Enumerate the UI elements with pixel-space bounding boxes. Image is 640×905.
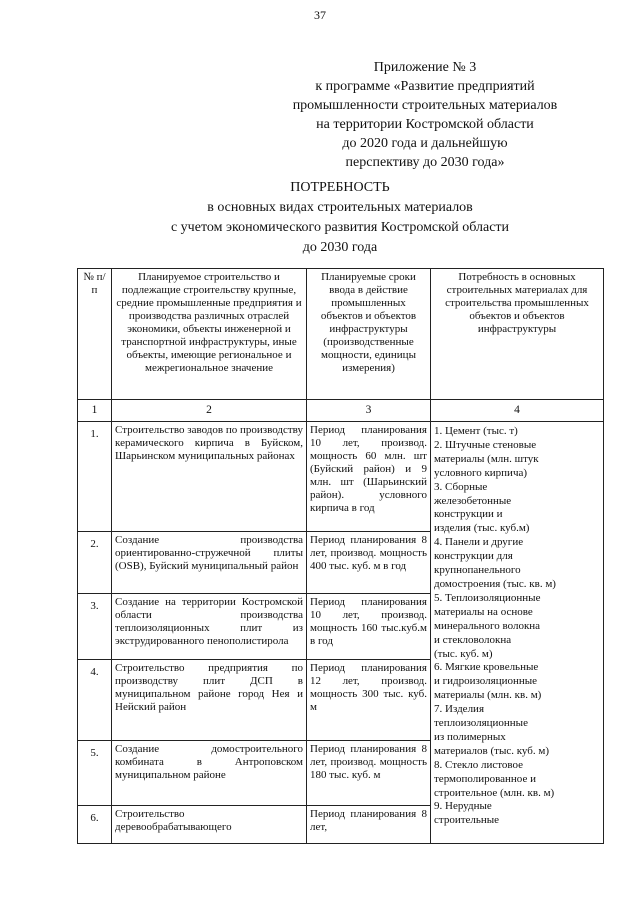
row-description: Строительство предприятия по производству плит ДСП в муниципальном районе город Нея и Нейский район — [112, 660, 307, 741]
column-number: 2 — [112, 400, 307, 422]
needs-line: термополированное и — [434, 772, 536, 785]
needs-line: строительные — [434, 814, 500, 827]
annex-line: на территории Костромской области — [316, 117, 534, 132]
document-heading — [60, 178, 620, 258]
needs-line: материалов (тыс. куб. м) — [434, 744, 549, 757]
needs-line: 4. Панели и другие — [434, 536, 524, 549]
needs-line: из полимерных — [434, 730, 506, 743]
needs-line: железобетонные — [434, 494, 512, 507]
requirements-table — [77, 268, 604, 844]
heading-line: в основных видах строительных материалов — [207, 200, 473, 215]
row-terms: Период планирования 12 лет, производ. мощность 300 тыс. куб. м — [307, 660, 431, 741]
row-description: Создание домостроительного комбината в Антроповском муниципальном районе — [112, 741, 307, 806]
column-number: 4 — [431, 400, 604, 422]
needs-line: 5. Теплоизоляционные — [434, 591, 541, 604]
row-number: 2. — [78, 532, 112, 594]
annex-line: к программе «Развитие предприятий — [315, 79, 535, 94]
needs-line: домостроения (тыс. кв. м) — [434, 577, 556, 590]
row-number: 1. — [78, 422, 112, 532]
needs-line: 8. Стекло листовое — [434, 758, 524, 771]
needs-line: и стекловолокна — [434, 633, 512, 646]
needs-line: конструкции для — [434, 550, 513, 563]
heading-line: до 2030 года — [302, 240, 378, 255]
row-number: 6. — [78, 806, 112, 844]
row-number: 5. — [78, 741, 112, 806]
needs-line: материалы на основе — [434, 605, 533, 618]
row-terms: Период планирования 8 лет, производ. мощность 400 тыс. куб. м в год — [307, 532, 431, 594]
table-row — [78, 422, 604, 532]
needs-line: 3. Сборные — [434, 480, 488, 493]
needs-line: 9. Нерудные — [434, 800, 492, 813]
needs-line: крупнопанельного — [434, 564, 521, 577]
row-description: Создание производства ориентированно-стружечной плиты (OSB), Буйский муниципальный район — [112, 532, 307, 594]
column-number-row — [78, 400, 604, 422]
needs-line: и гидроизоляционные — [434, 675, 538, 688]
needs-line: 2. Штучные стеновые — [434, 438, 537, 451]
needs-line: изделия (тыс. куб.м) — [434, 522, 530, 535]
needs-line: материалы (млн. кв. м) — [434, 689, 542, 702]
heading-line: с учетом экономического развития Костромской области — [170, 220, 510, 235]
annex-line: Приложение № 3 — [373, 60, 477, 75]
needs-line: 1. Цемент (тыс. т) — [434, 425, 518, 437]
heading-title: ПОТРЕБНОСТЬ — [290, 180, 390, 195]
needs-line: материалы (млн. штук — [434, 452, 539, 465]
header-cell-terms: Планируемые сроки ввода в действие промышленных объектов и объектов инфраструктуры (производственные мощности, единицы измерения) — [307, 269, 431, 400]
needs-line: 7. Изделия — [434, 703, 485, 716]
needs-line: условного кирпича) — [434, 466, 528, 479]
annex-line: перспективу до 2030 года» — [345, 155, 505, 170]
row-number: 4. — [78, 660, 112, 741]
row-terms: Период планирования 8 лет, — [307, 806, 431, 844]
header-cell-num: № п/п — [78, 269, 112, 400]
needs-line: 6. Мягкие кровельные — [434, 661, 539, 674]
annex-block — [250, 58, 600, 172]
table-header-row — [78, 269, 604, 400]
needs-line: конструкции и — [434, 508, 503, 521]
header-cell-needs: Потребность в основных строительных материалах для строительства промышленных объектов и объектов инфраструктуры — [431, 269, 604, 400]
row-description: Строительство заводов по производству керамического кирпича в Буйском, Шарьинском муниципальных районах — [112, 422, 307, 532]
header-cell-construction: Планируемое строительство и подлежащие строительству крупные, средние промышленные предприятия и производства различных отраслей экономики, объекты инженерной и транспортной инфраструктуры, иные объекты, имеющие региональное и межрегиональное значение — [112, 269, 307, 400]
page-number: 37 — [314, 8, 326, 22]
column-number: 3 — [307, 400, 431, 422]
needs-line: (тыс. куб. м) — [434, 647, 493, 660]
row-terms: Период планирования 10 лет, производ. мощность 160 тыс.куб.м в год — [307, 594, 431, 660]
row-terms: Период планирования 8 лет, производ. мощность 180 тыс. куб. м — [307, 741, 431, 806]
annex-line: до 2020 года и дальнейшую — [342, 136, 508, 151]
row-number: 3. — [78, 594, 112, 660]
column-number: 1 — [78, 400, 112, 422]
row-terms: Период планирования 10 лет, производ. мощность 60 млн. шт (Буйский район) и 9 млн. шт (Шарьинский район). условного кирпича в год — [307, 422, 431, 532]
needs-line: теплоизоляционные — [434, 717, 528, 730]
row-description: Строительство деревообрабатывающего — [112, 806, 307, 844]
needs-line: строительное (млн. кв. м) — [434, 786, 555, 799]
annex-line: промышленности строительных материалов — [292, 98, 558, 113]
needs-list-cell — [431, 422, 604, 844]
needs-line: минерального волокна — [434, 619, 541, 632]
row-description: Создание на территории Костромской области производства теплоизоляционных плит из экструдированного пенополистирола — [112, 594, 307, 660]
